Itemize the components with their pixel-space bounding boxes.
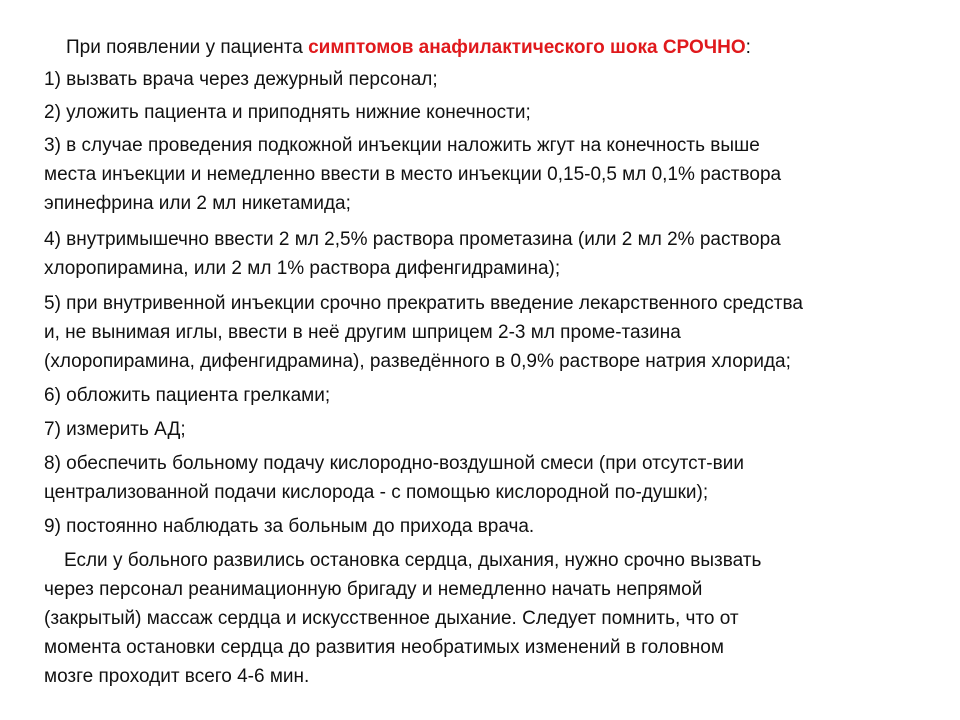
step-4-line-2: хлоропирамина, или 2 мл 1% раствора дифенгидрамина);: [44, 258, 561, 279]
closing-line-4: момента остановки сердца до развития необратимых изменений в головном: [44, 637, 724, 658]
step-8-line-2: централизованной подачи кислорода - с помощью кислородной по-душки);: [44, 482, 709, 503]
step-1-line-1: 1) вызвать врача через дежурный персонал;: [44, 69, 438, 90]
step-6-line-1: 6) обложить пациента грелками;: [44, 385, 331, 406]
closing-line-1: Если у больного развились остановка сердца, дыхания, нужно срочно вызвать: [64, 550, 762, 571]
step-8-line-1: 8) обеспечить больному подачу кислородно-воздушной смеси (при отсутст-вии: [44, 453, 744, 474]
intro-line: [66, 36, 751, 60]
closing-line-5: мозге проходит всего 4-6 мин.: [44, 666, 310, 687]
step-5-line-3: (хлоропирамина, дифенгидрамина), разведённого в 0,9% растворе натрия хлорида;: [44, 351, 791, 372]
step-3-line-3: эпинефрина или 2 мл никетамида;: [44, 193, 351, 214]
intro-highlight: симптомов анафилактического шока СРОЧНО: [308, 37, 746, 58]
step-3-line-2: места инъекции и немедленно ввести в место инъекции 0,15-0,5 мл 0,1% раствора: [44, 164, 782, 185]
intro-suffix: :: [745, 37, 751, 58]
step-2-line-1: 2) уложить пациента и приподнять нижние конечности;: [44, 102, 531, 123]
closing-line-3: (закрытый) массаж сердца и искусственное дыхание. Следует помнить, что от: [44, 608, 739, 629]
closing-line-2: через персонал реанимационную бригаду и немедленно начать непрямой: [44, 579, 703, 600]
step-9-line-1: 9) постоянно наблюдать за больным до прихода врача.: [44, 516, 535, 537]
intro-prefix: При появлении у пациента: [66, 37, 309, 58]
step-3-line-1: 3) в случае проведения подкожной инъекции наложить жгут на конечность выше: [44, 135, 760, 156]
step-7-line-1: 7) измерить АД;: [44, 419, 186, 440]
step-5-line-1: 5) при внутривенной инъекции срочно прекратить введение лекарственного средства: [44, 293, 803, 314]
step-4-line-1: 4) внутримышечно ввести 2 мл 2,5% раствора прометазина (или 2 мл 2% раствора: [44, 229, 781, 250]
step-5-line-2: и, не вынимая иглы, ввести в неё другим шприцем 2-3 мл проме-тазина: [44, 322, 681, 343]
